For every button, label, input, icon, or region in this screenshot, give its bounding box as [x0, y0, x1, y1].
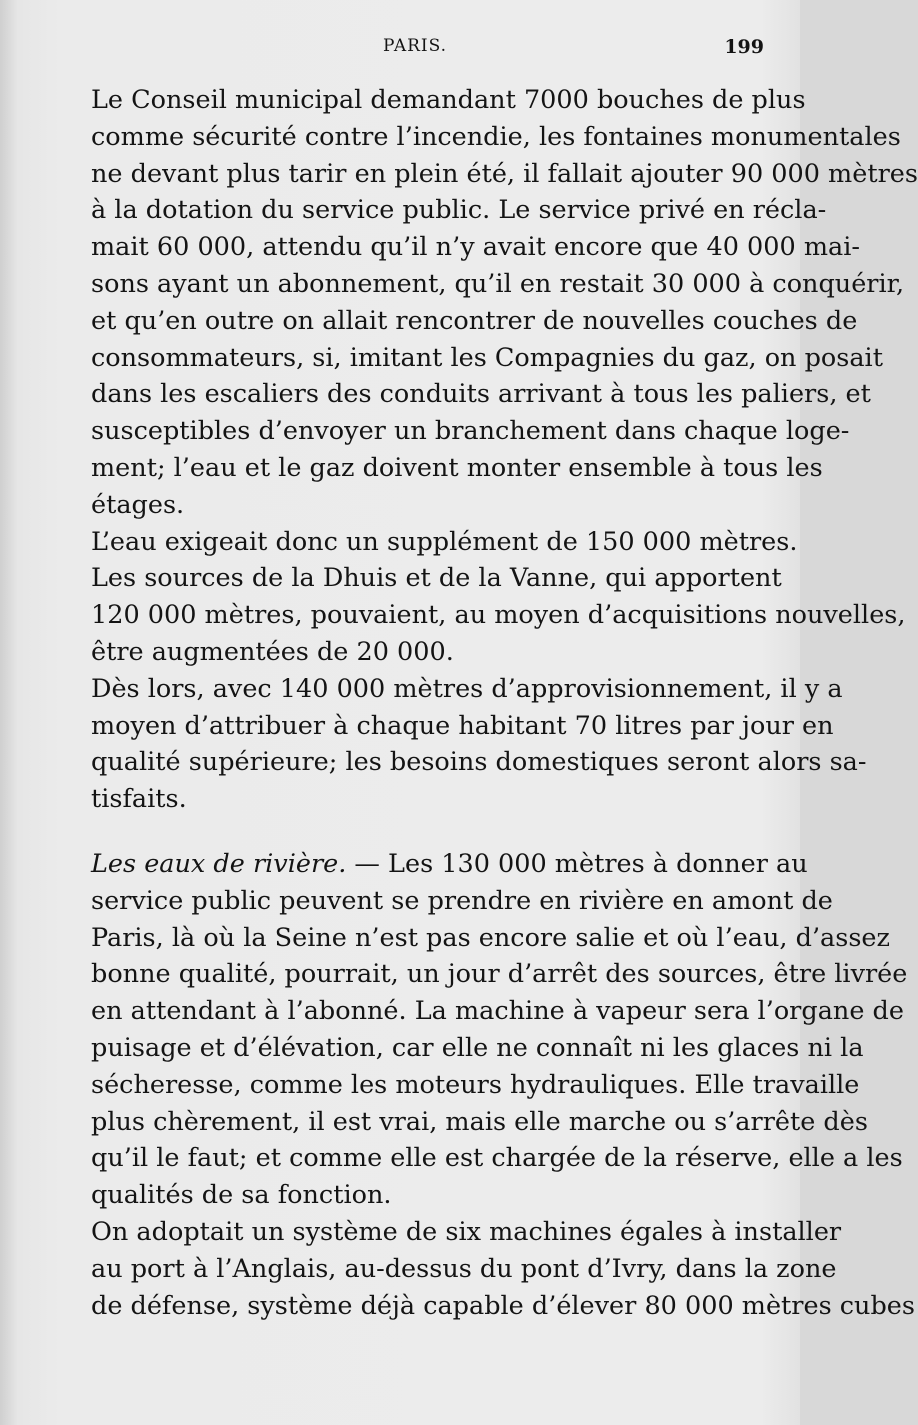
section-heading: Les eaux de rivière.	[91, 848, 347, 879]
page-number: 199	[724, 36, 764, 58]
text-line: puisage et d’élévation, car elle ne connaît ni les glaces ni la	[91, 1032, 864, 1063]
text-line: qu’il le faut; et comme elle est chargée de la réserve, elle a les	[91, 1143, 903, 1174]
text-line: tisfaits.	[91, 784, 187, 815]
text-line: Paris, là où la Seine n’est pas encore salie et où l’eau, d’assez	[91, 922, 890, 953]
text-line: mait 60 000, attendu qu’il n’y avait encore que 40 000 mai-	[91, 232, 860, 263]
paragraph	[63, 560, 906, 670]
body-text	[63, 82, 918, 1324]
text-line: au port à l’Anglais, au-dessus du pont d’Ivry, dans la zone	[91, 1253, 837, 1284]
page-header	[60, 32, 770, 62]
text-line: à la dotation du service public. Le service privé en récla-	[91, 195, 827, 226]
text-line: On adoptait un système de six machines égales à installer	[91, 1216, 842, 1247]
paragraph	[63, 846, 908, 1214]
paragraph	[63, 671, 867, 818]
text-line: 120 000 mètres, pouvaient, au moyen d’acquisitions nouvelles,	[91, 600, 906, 631]
text-line: comme sécurité contre l’incendie, les fontaines monumentales	[91, 121, 901, 152]
text-line: qualité supérieure; les besoins domestiques seront alors sa-	[91, 747, 867, 778]
text-line: bonne qualité, pourrait, un jour d’arrêt des sources, être livrée	[91, 959, 908, 990]
text-line: Dès lors, avec 140 000 mètres d’approvisionnement, il y a	[91, 673, 843, 704]
text-line: L’eau exigeait donc un supplément de 150 000 mètres.	[91, 526, 798, 557]
paragraph	[63, 82, 918, 524]
text-line: Le Conseil municipal demandant 7000 bouches de plus	[91, 85, 806, 115]
text-line: moyen d’attribuer à chaque habitant 70 litres par jour en	[91, 710, 834, 741]
text-line: qualités de sa fonction.	[91, 1180, 392, 1211]
text-line: et qu’en outre on allait rencontrer de nouvelles couches de	[91, 305, 858, 336]
text-line: sécheresse, comme les moteurs hydrauliques. Elle travaille	[91, 1069, 860, 1100]
text-line: sons ayant un abonnement, qu’il en restait 30 000 à conquérir,	[91, 268, 905, 299]
text-line: être augmentées de 20 000.	[91, 636, 454, 667]
text-line: ment; l’eau et le gaz doivent monter ensemble à tous les	[91, 452, 823, 483]
text-line	[63, 846, 808, 883]
text-line: consommateurs, si, imitant les Compagnies du gaz, on posait	[91, 342, 883, 373]
paragraph	[63, 524, 798, 561]
text-line: en attendant à l’abonné. La machine à vapeur sera l’organe de	[91, 996, 904, 1027]
text-line: de défense, système déjà capable d’élever 80 000 mètres cubes	[91, 1290, 915, 1321]
text-line: Les sources de la Dhuis et de la Vanne, qui apportent	[91, 563, 782, 594]
text-line: étages.	[91, 489, 185, 520]
text-line: ne devant plus tarir en plein été, il fallait ajouter 90 000 mètres	[91, 158, 918, 189]
heading-continuation: — Les 130 000 mètres à donner au	[346, 848, 808, 879]
text-line: dans les escaliers des conduits arrivant à tous les paliers, et	[91, 379, 871, 410]
text-line: service public peuvent se prendre en rivière en amont de	[91, 885, 833, 916]
paragraph	[63, 1214, 915, 1324]
running-head: PARIS.	[382, 36, 448, 56]
text-line: susceptibles d’envoyer un branchement dans chaque loge-	[91, 416, 850, 447]
text-line: plus chèrement, il est vrai, mais elle marche ou s’arrête dès	[91, 1106, 868, 1137]
